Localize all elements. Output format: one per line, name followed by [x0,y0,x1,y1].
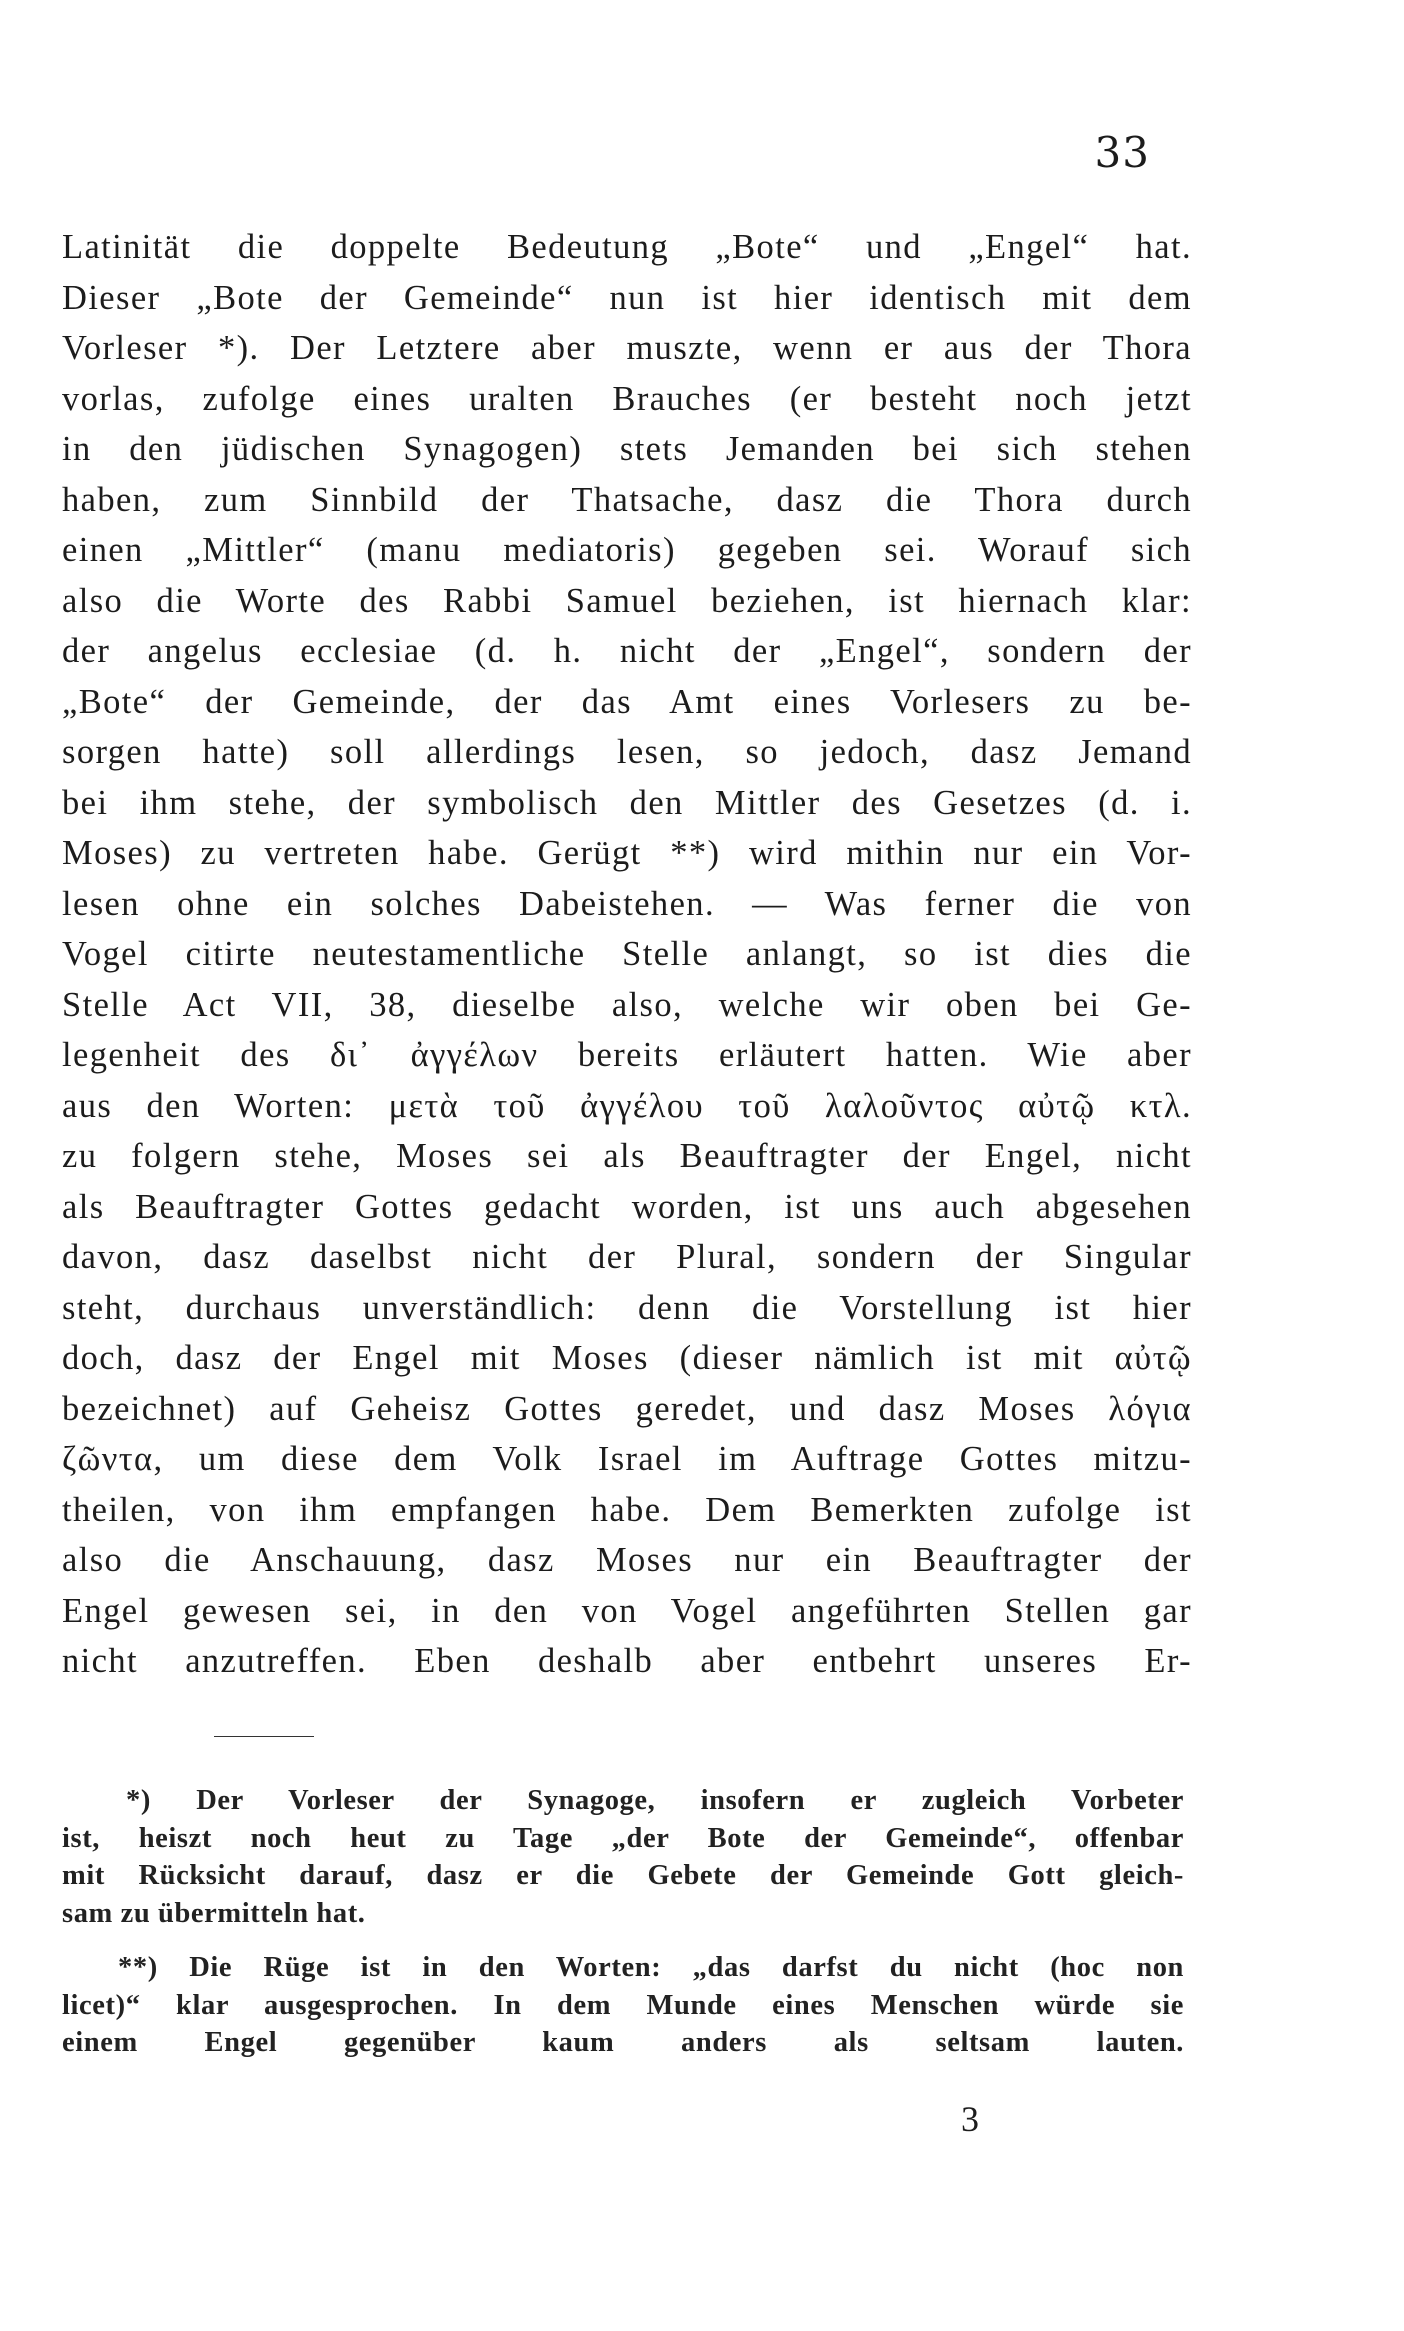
footnote-gap [62,1932,1184,1949]
text-line: steht, durchaus unverständlich: denn die Vorstellung ist hier [62,1288,1192,1327]
text-line: doch, dasz der Engel mit Moses (dieser nämlich ist mit αὐτῷ [62,1339,1192,1377]
text-line: bei ihm stehe, der symbolisch den Mittler des Gesetzes (d. i. [62,783,1192,822]
footnote-line: licet)“ klar ausgesprochen. In dem Munde eines Menschen würde sie [62,1989,1184,2021]
text-line: Latinität die doppelte Bedeutung „Bote“ und „Engel“ hat. [62,228,1192,266]
text-line: ζῶντα, um diese dem Volk Israel im Auftrage Gottes mitzu- [62,1440,1192,1478]
text-line: „Bote“ der Gemeinde, der das Amt eines Vorlesers zu be- [62,682,1192,721]
footnote-line: *) Der Vorleser der Synagoge, insofern er zugleich Vorbeter [126,1785,1184,1816]
text-line: Stelle Act VII, 38, dieselbe also, welche wir oben bei Ge- [62,985,1192,1024]
text-line: Vorleser *). Der Letztere aber muszte, wenn er aus der Thora [62,329,1192,367]
footnote-separator [214,1736,314,1737]
text-line: als Beauftragter Gottes gedacht worden, ist uns auch abgesehen [62,1187,1192,1226]
text-line: haben, zum Sinnbild der Thatsache, dasz die Thora durch [62,480,1192,519]
text-line: Moses) zu vertreten habe. Gerügt **) wird mithin nur ein Vor- [62,834,1192,872]
page-number: 33 [1094,128,1150,177]
text-line: bezeichnet) auf Geheisz Gottes geredet, und dasz Moses λόγια [62,1389,1192,1428]
signature-mark: 3 [961,2099,979,2139]
text-line: davon, dasz daselbst nicht der Plural, sondern der Singular [62,1238,1192,1276]
text-line: legenheit des δι᾽ ἀγγέλων bereits erläutert hatten. Wie aber [62,1036,1192,1074]
text-line: sorgen hatte) soll allerdings lesen, so jedoch, dasz Jemand [62,733,1192,771]
text-line: zu folgern stehe, Moses sei als Beauftragter der Engel, nicht [62,1137,1192,1175]
footnote-line: sam zu übermitteln hat. [62,1897,366,1929]
text-line: einen „Mittler“ (manu mediatoris) gegeben sei. Worauf sich [62,531,1192,569]
text-line: Engel gewesen sei, in den von Vogel angeführten Stellen gar [62,1591,1192,1630]
footnote-line: **) Die Rüge ist in den Worten: „das darfst du nicht (hoc non [118,1952,1184,1983]
footnote-line: mit Rücksicht darauf, dasz er die Gebete der Gemeinde Gott gleich- [62,1860,1184,1891]
text-line: theilen, von ihm empfangen habe. Dem Bemerkten zufolge ist [62,1490,1192,1529]
text-line: in den jüdischen Synagogen) stets Jemanden bei sich stehen [62,430,1192,468]
text-line: vorlas, zufolge eines uralten Brauches (er besteht noch jetzt [62,379,1192,418]
footnote-line: einem Engel gegenüber kaum anders als seltsam lauten. [62,2027,1184,2058]
text-line: der angelus ecclesiae (d. h. nicht der „Engel“, sondern der [62,632,1192,670]
text-line: lesen ohne ein solches Dabeistehen. — Was ferner die von [62,884,1192,923]
text-line: also die Worte des Rabbi Samuel beziehen, ist hiernach klar: [62,581,1192,620]
text-line: also die Anschauung, dasz Moses nur ein Beauftragter der [62,1541,1192,1579]
text-line: nicht anzutreffen. Eben deshalb aber entbehrt unseres Er- [62,1642,1192,1680]
footnote-line: ist, heiszt noch heut zu Tage „der Bote der Gemeinde“, offenbar [62,1822,1184,1854]
main-text [62,222,1192,1687]
text-line: Vogel citirte neutestamentliche Stelle anlangt, so ist dies die [62,935,1192,973]
text-line: Dieser „Bote der Gemeinde“ nun ist hier identisch mit dem [62,278,1192,317]
text-line: aus den Worten: μετὰ τοῦ ἀγγέλου τοῦ λαλοῦντος αὐτῷ κτλ. [62,1086,1192,1125]
footnotes [62,1782,1184,2062]
